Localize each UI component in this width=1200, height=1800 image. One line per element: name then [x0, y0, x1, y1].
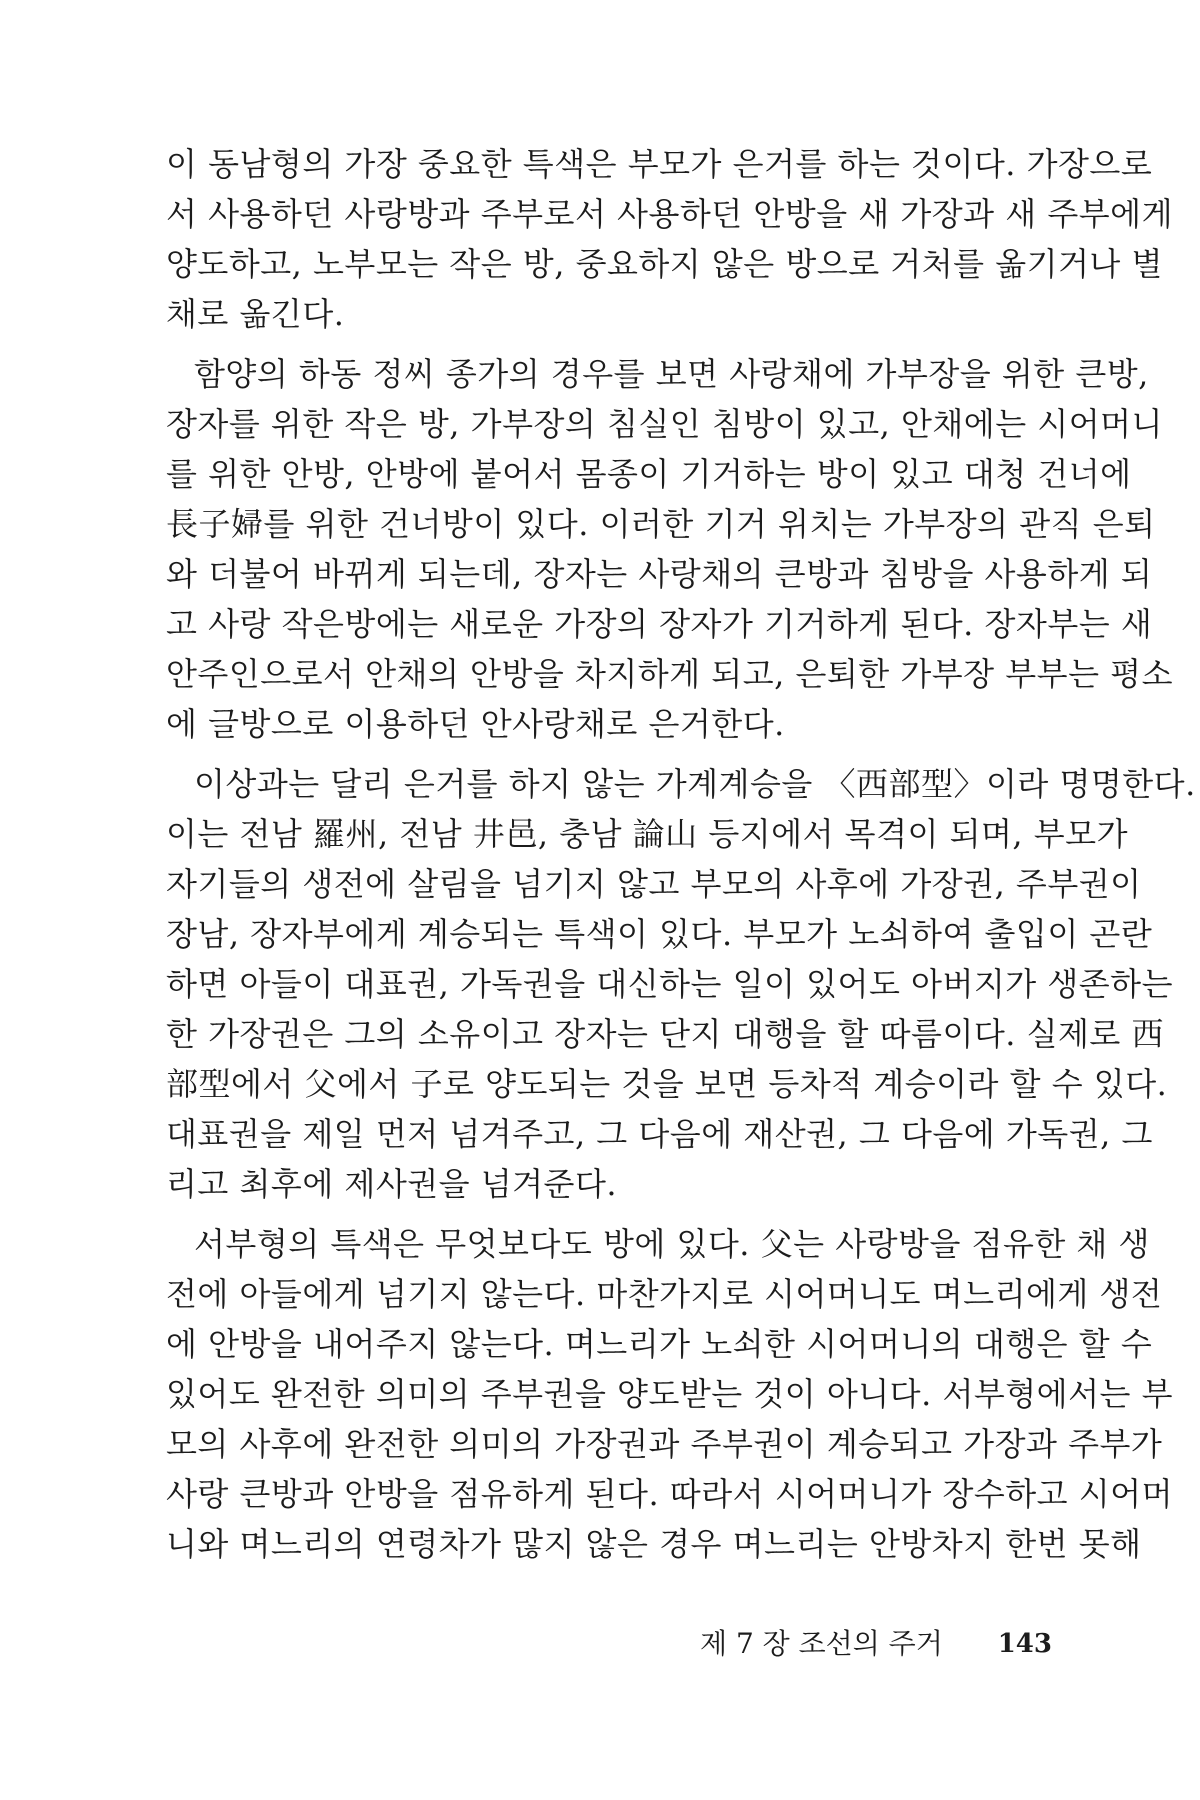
body-line-19: 部型에서 父에서 子로 양도되는 것을 보면 등차적 계승이라 할 수 있다. [166, 1065, 1168, 1103]
body-line-9: 와 더불어 바뀌게 되는데, 장자는 사랑채의 큰방과 침방을 사용하게 되 [166, 555, 1153, 593]
body-line-15: 자기들의 생전에 살림을 넘기지 않고 부모의 사후에 가장권, 주부권이 [166, 865, 1142, 903]
body-line-28: 니와 며느리의 연령차가 많지 않은 경우 며느리는 안방차지 한번 못해 [166, 1525, 1142, 1563]
body-line-8: 長子婦를 위한 건너방이 있다. 이러한 기거 위치는 가부장의 관직 은퇴 [166, 505, 1156, 543]
body-line-17: 하면 아들이 대표권, 가독권을 대신하는 일이 있어도 아버지가 생존하는 [166, 965, 1173, 1003]
body-line-16: 장남, 장자부에게 계승되는 특색이 있다. 부모가 노쇠하여 출입이 곤란 [166, 915, 1153, 953]
body-line-3: 양도하고, 노부모는 작은 방, 중요하지 않은 방으로 거처를 옮기거나 별 [166, 245, 1163, 283]
body-line-20: 대표권을 제일 먼저 넘겨주고, 그 다음에 재산권, 그 다음에 가독권, 그 [166, 1115, 1153, 1153]
body-line-26: 모의 사후에 완전한 의미의 가장권과 주부권이 계승되고 가장과 주부가 [166, 1425, 1163, 1463]
body-line-13: 이상과는 달리 은거를 하지 않는 가계계승을 〈西部型〉이라 명명한다. [194, 765, 1196, 803]
body-line-2: 서 사용하던 사랑방과 주부로서 사용하던 안방을 새 가장과 새 주부에게 [166, 195, 1173, 233]
body-line-5: 함양의 하동 정씨 종가의 경우를 보면 사랑채에 가부장을 위한 큰방, [194, 355, 1149, 393]
body-line-27: 사랑 큰방과 안방을 점유하게 된다. 따라서 시어머니가 장수하고 시어머 [166, 1475, 1173, 1513]
body-line-10: 고 사랑 작은방에는 새로운 가장의 장자가 기거하게 된다. 장자부는 새 [166, 605, 1153, 643]
body-line-7: 를 위한 안방, 안방에 붙어서 몸종이 기거하는 방이 있고 대청 건너에 [166, 455, 1132, 493]
chapter-title: 제 7 장 조선의 주거 [700, 1627, 943, 1660]
body-line-23: 전에 아들에게 넘기지 않는다. 마찬가지로 시어머니도 며느리에게 생전 [166, 1275, 1163, 1313]
body-line-12: 에 글방으로 이용하던 안사랑채로 은거한다. [166, 705, 785, 743]
body-line-1: 이 동남형의 가장 중요한 특색은 부모가 은거를 하는 것이다. 가장으로 [166, 145, 1153, 183]
body-line-4: 채로 옮긴다. [166, 295, 345, 333]
body-line-25: 있어도 완전한 의미의 주부권을 양도받는 것이 아니다. 서부형에서는 부 [166, 1375, 1173, 1413]
body-line-22: 서부형의 특색은 무엇보다도 방에 있다. 父는 사랑방을 점유한 채 생 [194, 1225, 1150, 1263]
body-line-24: 에 안방을 내어주지 않는다. 며느리가 노쇠한 시어머니의 대행은 할 수 [166, 1325, 1153, 1363]
body-line-21: 리고 최후에 제사권을 넘겨준다. [166, 1165, 618, 1203]
page-number: 143 [997, 1629, 1052, 1659]
page-footer [700, 1620, 1060, 1668]
body-line-11: 안주인으로서 안채의 안방을 차지하게 되고, 은퇴한 가부장 부부는 평소 [166, 655, 1173, 693]
body-line-6: 장자를 위한 작은 방, 가부장의 침실인 침방이 있고, 안채에는 시어머니 [166, 405, 1163, 443]
body-line-14: 이는 전남 羅州, 전남 井邑, 충남 論山 등지에서 목격이 되며, 부모가 [166, 815, 1128, 853]
body-line-18: 한 가장권은 그의 소유이고 장자는 단지 대행을 할 따름이다. 실제로 西 [166, 1015, 1165, 1053]
